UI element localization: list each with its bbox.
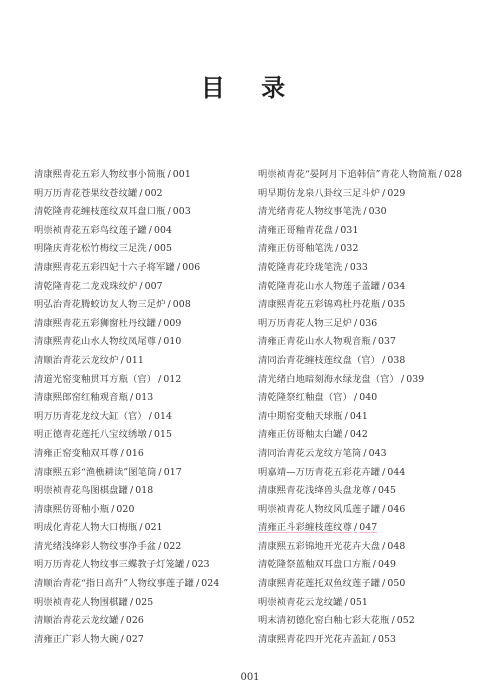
- toc-entry-separator: /: [120, 633, 124, 645]
- toc-entry-separator: /: [167, 299, 171, 311]
- toc-entry-title: 清康熙青花浅绛兽头盘龙尊: [258, 485, 371, 497]
- toc-entry: [258, 352, 488, 371]
- toc-entry-page: 025: [135, 596, 154, 608]
- toc-entry-title: 清雍正哥釉青花盘: [258, 224, 334, 236]
- toc-entry-page: 043: [368, 447, 387, 459]
- toc-entry-title: 明隆庆青花松竹梅纹三足洗: [34, 243, 147, 255]
- toc-entry: [34, 315, 250, 334]
- toc-entry-separator: /: [335, 243, 339, 255]
- toc-entry-page: 042: [349, 429, 368, 441]
- toc-entry-page: 029: [387, 187, 406, 199]
- toc-entry-page: 045: [378, 485, 397, 497]
- toc-entry-title: 明正德青花莲托八宝纹绣墩: [34, 429, 147, 441]
- toc-entry: [34, 203, 250, 222]
- toc-entry-title: 明早期仿龙泉八卦纹三足斗炉: [258, 187, 381, 199]
- toc-entry-separator: /: [167, 169, 171, 180]
- toc-entry-separator: /: [344, 261, 348, 273]
- toc-entry: [258, 315, 488, 334]
- toc-entry-page: 022: [163, 540, 182, 552]
- toc-entry-separator: /: [400, 373, 405, 385]
- toc-entry-title: 清乾隆祭蓝釉双耳盘口方瓶: [258, 559, 371, 571]
- toc-entry-separator: /: [148, 224, 152, 236]
- toc-entry-title: 清康熙仿哥釉小瓶: [34, 503, 110, 515]
- toc-entry: [258, 519, 488, 538]
- toc-entry-page: 030: [368, 206, 387, 218]
- toc-entry-title: 清同治青花云龙纹方笔筒: [258, 447, 362, 459]
- toc-entry-title: 明万历青花苍果纹苍纹罐: [34, 187, 138, 199]
- toc-entry-separator: /: [335, 224, 339, 236]
- toc-entry-page: 028: [444, 169, 463, 180]
- toc-entry-page: 046: [387, 503, 406, 515]
- toc-entry-page: 041: [349, 410, 368, 422]
- toc-left-column: [34, 166, 250, 649]
- toc-entry-page: 050: [387, 578, 406, 590]
- toc-entry: [34, 278, 250, 297]
- toc-entry: [34, 185, 250, 204]
- toc-entry-page: 001: [172, 169, 191, 180]
- toc-entry-title: 清康熙五彩锦地开光花卉大盘: [258, 540, 381, 552]
- toc-entry-page: 016: [125, 447, 144, 459]
- toc-entry-separator: /: [372, 336, 376, 348]
- toc-entry: [258, 333, 488, 352]
- toc-entry-title: 清中期窑变釉天球瓶: [258, 410, 343, 422]
- toc-entry-page: 035: [387, 299, 406, 311]
- toc-entry-title: 明弘治青花腾蛟访友人物三足炉: [34, 299, 166, 311]
- toc-entry-page: 018: [135, 485, 154, 497]
- toc-entry: [258, 501, 488, 520]
- toc-entry-separator: /: [353, 317, 358, 329]
- toc-entry-title: 明末清初德化窑白釉七彩大花瓶: [258, 615, 390, 627]
- toc-entry-title: 清雍正仿哥釉太白罐: [258, 429, 343, 441]
- toc-entry: [34, 538, 250, 557]
- toc-entry: [34, 482, 250, 501]
- toc-entry-separator: /: [372, 485, 376, 497]
- toc-entry: [34, 408, 250, 427]
- toc-entry: [258, 482, 488, 501]
- toc-entry-title: 清乾隆青花山水人物莲子盖罐: [258, 280, 381, 292]
- toc-entry-separator: /: [148, 429, 152, 441]
- toc-entry-page: 033: [349, 261, 368, 273]
- toc-entry-separator: /: [158, 466, 162, 478]
- toc-entry-page: 014: [154, 410, 173, 422]
- toc-entry-title: 明嘉靖—万历青花五彩花卉罐: [258, 466, 381, 478]
- toc-entry-separator: /: [391, 615, 395, 627]
- toc-entry-separator: /: [344, 596, 348, 608]
- toc-entry-separator: /: [382, 540, 386, 552]
- toc-entry-separator: /: [344, 429, 348, 441]
- toc-entry-page: 008: [172, 299, 191, 311]
- toc-entry-title: 明崇祯青花人物围棋罐: [34, 596, 128, 608]
- toc-entry-separator: /: [167, 206, 171, 218]
- toc-entry: [34, 594, 250, 613]
- toc-entry-separator: /: [363, 447, 367, 459]
- toc-entry-page: 051: [349, 596, 368, 608]
- toc-entry-title: 清同治青花缠枝莲纹盘（官）: [258, 354, 381, 366]
- toc-entry: [34, 333, 250, 352]
- toc-entry-title: 清康熙郎窑红釉观音瓶: [34, 392, 128, 404]
- toc-entry-separator: /: [438, 169, 443, 180]
- toc-entry-title: 清光绪浅绛彩人物纹事净手盆: [34, 540, 157, 552]
- toc-entry-page: 012: [163, 373, 182, 385]
- toc-entry-separator: /: [372, 633, 376, 645]
- toc-entry: [258, 538, 488, 557]
- toc-entry: [258, 278, 488, 297]
- toc-entry-separator: /: [120, 615, 124, 627]
- toc-entry-page: 038: [387, 354, 406, 366]
- toc-entry-separator: /: [196, 578, 200, 590]
- toc-entry-title: 明崇祯青花人物纹风瓜莲子罐: [258, 503, 381, 515]
- toc-entry: [34, 296, 250, 315]
- toc-entry-title: 清乾隆祭红釉盘（官）: [258, 392, 352, 404]
- toc-entry-separator: /: [382, 578, 386, 590]
- toc-entry: [258, 222, 488, 241]
- toc-entry: [258, 556, 488, 575]
- toc-entry-title: 明万历青花人物三足炉: [258, 317, 352, 329]
- toc-entry-page: 010: [163, 336, 182, 348]
- toc-entry: [34, 371, 250, 390]
- toc-entry: [258, 426, 488, 445]
- toc-entry-title: 清顺治青花云龙纹罐: [34, 615, 119, 627]
- toc-entry: [34, 389, 250, 408]
- toc-entry: [258, 166, 488, 185]
- toc-entry: [34, 612, 250, 631]
- toc-entry: [34, 631, 250, 650]
- toc-entry-page: 009: [163, 317, 182, 329]
- toc-entry: [258, 575, 488, 594]
- toc-entry-page: 015: [154, 429, 173, 441]
- toc-entry-page: 039: [406, 373, 425, 385]
- toc-entry: [258, 408, 488, 427]
- toc-entry-separator: /: [148, 410, 152, 422]
- toc-entry-title: 清康熙青花五彩狮窗杜丹纹罐: [34, 317, 157, 329]
- page-title: 目 录: [200, 73, 300, 102]
- toc-entry-page: 023: [191, 559, 210, 571]
- toc-entry-title: 清顺治青花“指日高升”人物纹事莲子罐: [34, 578, 195, 590]
- toc-entry: [258, 296, 488, 315]
- toc-entry-page: 004: [154, 224, 173, 236]
- toc-entry: [34, 556, 250, 575]
- toc-entry: [258, 371, 488, 390]
- toc-entry: [34, 426, 250, 445]
- toc-entry-title: 明万历青花人物纹事三蝶教子灯笼罐: [34, 559, 185, 571]
- toc-entry: [34, 166, 250, 185]
- toc-entry-page: 027: [125, 633, 144, 645]
- toc-entry-title: 清雍正仿哥釉笔洗: [258, 243, 334, 255]
- toc-entry-title: 明万历青花龙纹大缸（官）: [34, 410, 147, 422]
- toc-entry-separator: /: [382, 299, 386, 311]
- toc-entry: [34, 464, 250, 483]
- toc-entry-page: 036: [359, 317, 378, 329]
- toc-entry-title: 清乾隆青花缠枝莲纹双耳盘口瓶: [34, 206, 166, 218]
- toc-entry-separator: /: [382, 187, 386, 199]
- page-number: 001: [240, 672, 260, 683]
- toc-entry-page: 013: [135, 392, 154, 404]
- toc-entry: [258, 259, 488, 278]
- toc-entry-page: 005: [154, 243, 173, 255]
- toc-entry-title: 明崇祯青花五彩鸟纹莲子罐: [34, 224, 147, 236]
- toc-entry-page: 020: [116, 503, 135, 515]
- toc-right-column: [258, 166, 488, 649]
- toc-entry-title: 清康熙青花五彩四妃十六子将军罐: [34, 261, 175, 273]
- toc-entry-separator: /: [158, 373, 162, 385]
- toc-entry-title: 清光绪白地暗刻海水绿龙盘（官）: [258, 373, 399, 385]
- toc-entry-separator: /: [139, 280, 143, 292]
- toc-entry-page: 047: [359, 522, 378, 534]
- toc-entry-title: 清康熙青花五彩锦鸡杜丹花瓶: [258, 299, 381, 311]
- toc-entry-separator: /: [158, 540, 162, 552]
- toc-entry-page: 037: [378, 336, 397, 348]
- toc-entry-page: 040: [359, 392, 378, 404]
- toc-entry-page: 024: [201, 578, 220, 590]
- toc-entry-title: 清康熙青花四开光花卉盖缸: [258, 633, 371, 645]
- toc-entry: [258, 464, 488, 483]
- toc-entry-page: 026: [125, 615, 144, 627]
- toc-entry-title: 清乾隆青花二龙戏珠纹炉: [34, 280, 138, 292]
- toc-entry-page: 048: [387, 540, 406, 552]
- toc-entry: [34, 445, 250, 464]
- toc-entry-separator: /: [372, 559, 376, 571]
- toc-entry-page: 031: [340, 224, 359, 236]
- toc-entry: [34, 240, 250, 259]
- toc-entry-title: 清康熙青花五彩人物纹事小简瓶: [34, 169, 166, 180]
- toc-entry-title: 清乾隆青花玲珑笔洗: [258, 261, 343, 273]
- toc-entry-separator: /: [186, 559, 190, 571]
- toc-entry-page: 032: [340, 243, 359, 255]
- toc-entry-separator: /: [353, 392, 358, 404]
- toc-entry-title: 清光绪青花人物纹事笔洗: [258, 206, 362, 218]
- toc-entry: [34, 352, 250, 371]
- toc-entry: [258, 389, 488, 408]
- toc-entry-page: 002: [144, 187, 163, 199]
- toc-entry: [34, 575, 250, 594]
- toc-entry-page: 021: [144, 522, 163, 534]
- toc-entry-separator: /: [382, 466, 386, 478]
- toc-entry: [258, 612, 488, 631]
- toc-entry-title: 明崇祯青花“晏阿月下追韩信”青花人物简瓶: [258, 169, 437, 180]
- toc-entry-page: 007: [144, 280, 163, 292]
- toc-entry-separator: /: [382, 354, 386, 366]
- toc-entry: [34, 501, 250, 520]
- toc-entry-title: 明成化青花人物大口梅瓶: [34, 522, 138, 534]
- toc-entry-separator: /: [139, 522, 143, 534]
- toc-entry-separator: /: [139, 187, 143, 199]
- toc-entry-separator: /: [158, 336, 162, 348]
- toc-entry-title: 清顺治青花云龙纹炉: [34, 354, 119, 366]
- toc-entry-title: 明崇祯青花鸟图棋盘罐: [34, 485, 128, 497]
- toc-entry: [258, 445, 488, 464]
- toc-entry-title: 清雍正广彩人物大碗: [34, 633, 119, 645]
- toc-entry-page: 003: [172, 206, 191, 218]
- toc-entry-title: 清康熙青花山水人物纹凤尾尊: [34, 336, 157, 348]
- toc-entry-page: 052: [396, 615, 415, 627]
- toc-entry-separator: /: [363, 206, 367, 218]
- toc-entry-separator: /: [344, 410, 348, 422]
- toc-entry-title: 清康熙青花莲托双鱼纹莲子罐: [258, 578, 381, 590]
- toc-entry-page: 053: [378, 633, 397, 645]
- toc-entry-separator: /: [111, 503, 115, 515]
- toc-entry-separator: /: [176, 261, 181, 273]
- toc-entry-separator: /: [129, 485, 134, 497]
- toc-entry-title: 清康熙五彩“渔樵耕读”图笔筒: [34, 466, 157, 478]
- toc-entry-separator: /: [120, 447, 124, 459]
- toc-entry-separator: /: [129, 596, 134, 608]
- toc-entry: [258, 185, 488, 204]
- toc-entry-title: 清道光窑变釉贯耳方瓶（官）: [34, 373, 157, 385]
- toc-entry-separator: /: [158, 317, 162, 329]
- toc-entry-separator: /: [148, 243, 152, 255]
- toc-entry: [34, 222, 250, 241]
- toc-entry-page: 006: [182, 261, 201, 273]
- toc-entry-page: 017: [163, 466, 182, 478]
- toc-entry: [258, 594, 488, 613]
- toc-entry: [258, 631, 488, 650]
- toc-entry: [34, 259, 250, 278]
- toc-entry-separator: /: [129, 392, 134, 404]
- toc-entry-page: 011: [125, 354, 144, 366]
- toc-entry-title: 清雍正窑变釉双耳尊: [34, 447, 119, 459]
- toc-entry: [34, 519, 250, 538]
- toc-entry-separator: /: [353, 522, 358, 534]
- toc-entry-page: 034: [387, 280, 406, 292]
- toc-entry-page: 049: [378, 559, 397, 571]
- toc-entry-title: 清雍正青花山水人物观音瓶: [258, 336, 371, 348]
- toc-entry-title: 清雍正斗彩缠枝莲纹尊: [258, 522, 352, 534]
- toc-entry-separator: /: [382, 280, 386, 292]
- toc-entry-separator: /: [382, 503, 386, 515]
- toc-entry-page: 044: [387, 466, 406, 478]
- toc-entry: [258, 203, 488, 222]
- toc-entry: [258, 240, 488, 259]
- toc-entry-title: 明崇祯青花云龙纹罐: [258, 596, 343, 608]
- toc-entry-separator: /: [120, 354, 124, 366]
